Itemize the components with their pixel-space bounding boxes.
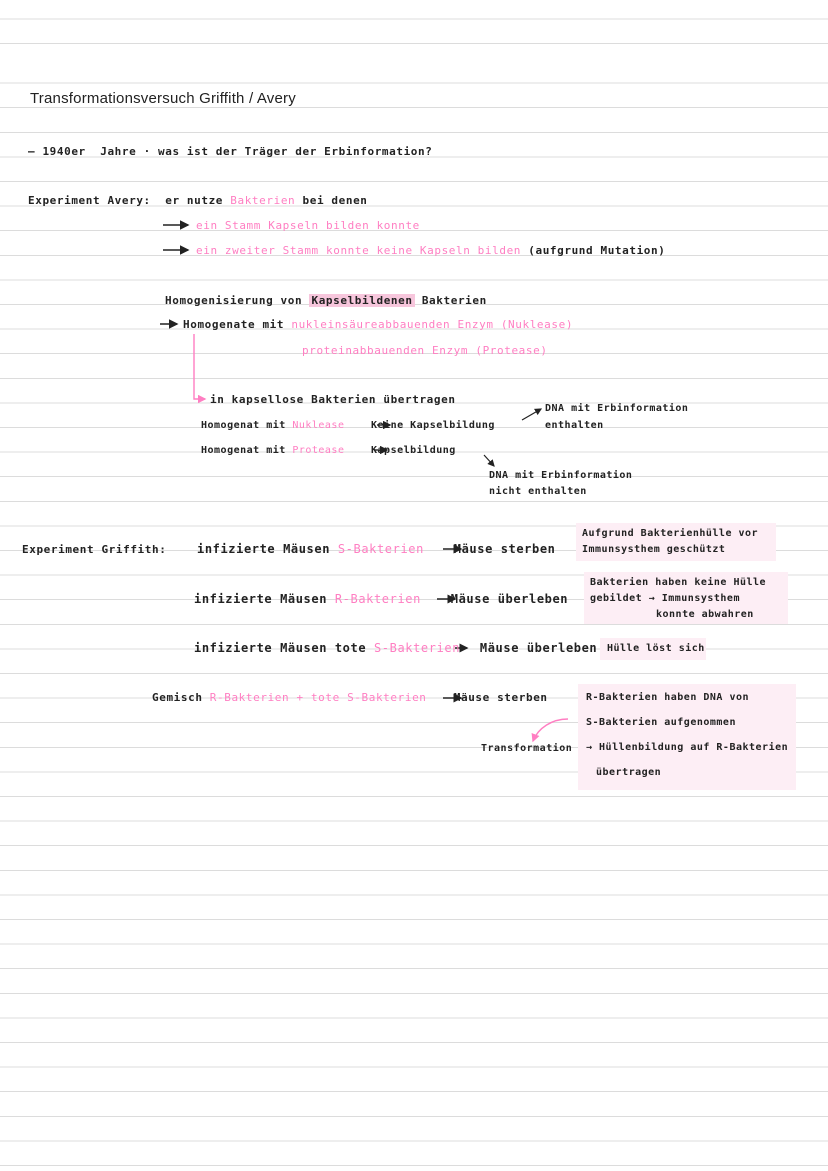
enzyme-protease: proteinabbauenden Enzym (Protease) [302,344,548,357]
griffith-mix [152,691,548,705]
mix-note-3: → Hüllenbildung auf R-Bakterien [586,742,789,753]
griffith-row-2-note-1: Bakterien haben keine Hülle [590,577,767,588]
griffith-row-1-note-1: Aufgrund Bakterienhülle vor [582,528,759,539]
avery-strain2-note: (aufgrund Mutation) [528,244,666,257]
res2-b: Kapselbildung [371,445,456,456]
griffith-row-2 [194,592,568,606]
page-title: Transformationsversuch Griffith / Avery [30,90,296,107]
avery-strain2: ein zweiter Stamm konnte keine Kapseln bilden [196,244,522,257]
avery-strain1: ein Stamm Kapseln bilden konnte [196,219,420,232]
homogenate-line [183,318,573,332]
avery-lead: er nutze [165,194,224,207]
transformation-label: Transformation [481,743,573,754]
intro-dash: — 1940er [28,145,86,158]
griffith-row-3 [194,641,597,655]
mix-plus: + [296,691,304,704]
res1-note-1: DNA mit Erbinformation [545,403,689,414]
griffith-row-3-result: Mäuse überleben [479,641,598,655]
griffith-row-1-note-2: Immunsysthem geschützt [582,544,726,555]
homog-highlight: Kapselbildenen [311,294,413,307]
avery-lead-pink: Bakterien [230,194,296,207]
mix-lead: Gemisch [152,691,203,704]
intro-line [28,145,432,159]
griffith-row-2-note-2: gebildet → Immunsysthem [590,593,740,604]
connector-transfer [194,334,205,399]
arrow-res1-note [522,409,541,420]
res1-note-2: enthalten [545,420,604,431]
griffith-row-1 [197,542,556,556]
enzyme-nuclease: nukleinsäureabbauenden Enzym (Nuklease) [291,318,574,331]
mix-pink-2: tote S-Bakterien [310,691,427,704]
arrow-res2-note [484,455,494,466]
griffith-row-3-note-1: Hülle löst sich [607,643,705,654]
griffith-row-1-pink: S-Bakterien [337,542,424,556]
griffith-row-3-pink: S-Bakterien [373,641,461,655]
griffith-row-3-lead: infizierte Mäusen tote [194,641,367,655]
homog-b: Bakterien [421,294,487,307]
avery-strain2-line [196,244,665,258]
res2-note-2: nicht enthalten [489,486,587,497]
arrow-transformation [533,719,568,741]
result-nuclease [201,419,495,433]
homog-a: Homogenisierung von [165,294,303,307]
griffith-row-2-lead: infizierte Mäusen [194,592,328,606]
res1-b: Keine Kapselbildung [371,420,495,431]
griffith-row-2-pink: R-Bakterien [334,592,421,606]
res1-a: Homogenat mit [201,420,286,431]
res2-a: Homogenat mit [201,445,286,456]
mix-result: Mäuse sterben [453,691,548,704]
griffith-row-2-result: Mäuse überleben [450,592,569,606]
griffith-row-2-note-3: konnte abwahren [656,609,754,620]
homogenate-lead: Homogenate mit [183,318,285,331]
res2-pink: Protease [292,445,345,456]
griffith-row-1-lead: infizierte Mäusen [197,542,331,556]
avery-line [28,194,368,208]
homogenization-line [165,294,487,308]
griffith-label: Experiment Griffith: [22,543,167,556]
intro-text: Jahre · was ist der Träger der Erbinformation? [100,145,433,158]
griffith-row-1-result: Mäuse sterben [453,542,556,556]
transfer-line: in kapsellose Bakterien übertragen [210,393,456,406]
avery-lead-end: bei denen [302,194,368,207]
mix-note-2: S-Bakterien aufgenommen [586,717,736,728]
result-protease [201,444,456,458]
res2-note-1: DNA mit Erbinformation [489,470,633,481]
res1-pink: Nuklease [292,420,345,431]
mix-pink-1: R-Bakterien [209,691,290,704]
avery-label: Experiment Avery: [28,194,151,207]
mix-note-4: übertragen [596,767,662,778]
mix-note-1: R-Bakterien haben DNA von [586,692,750,703]
